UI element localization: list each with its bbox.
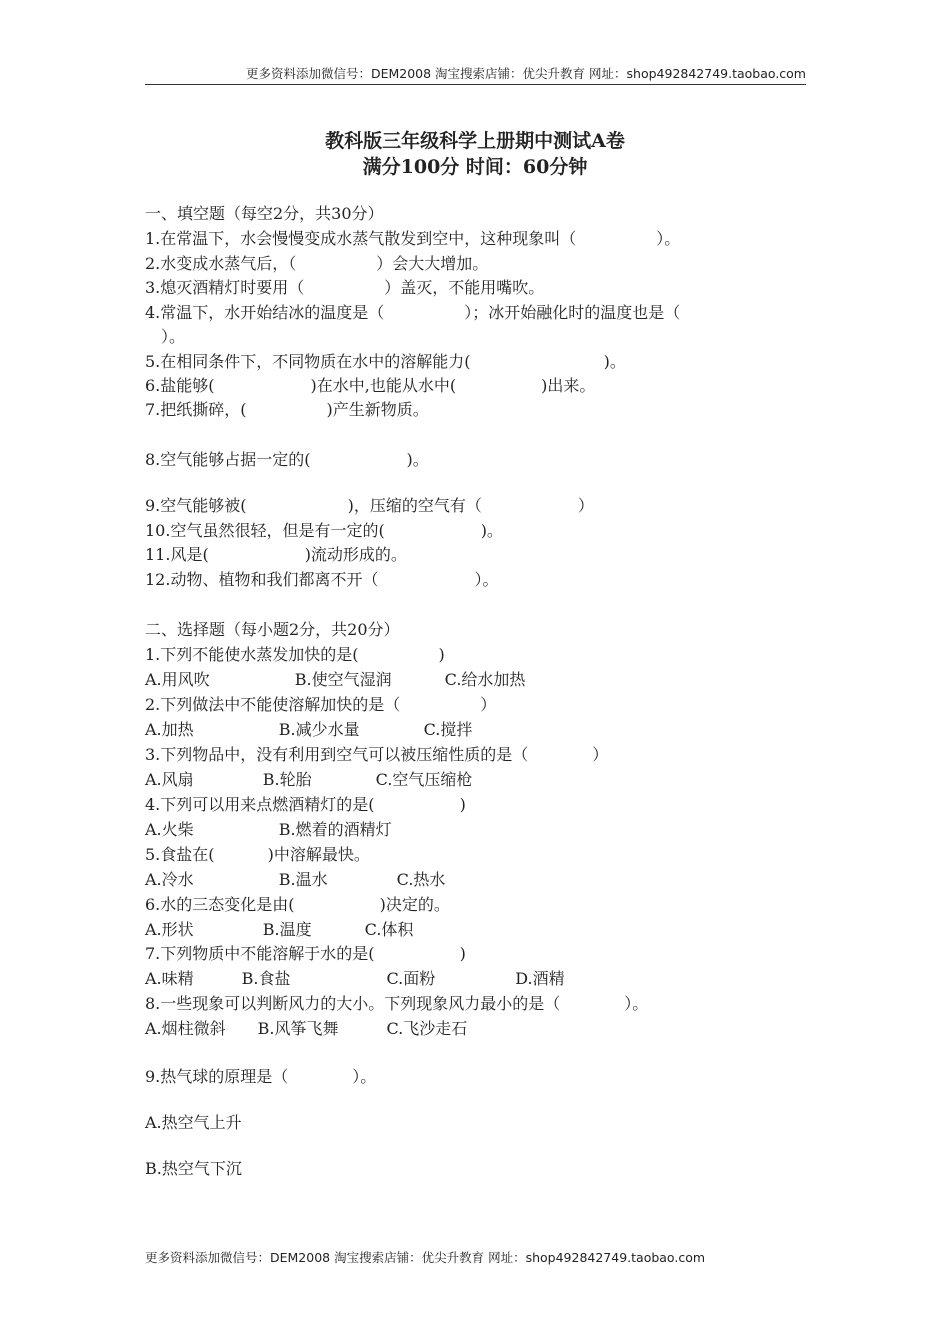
- question-line: 7.下列物质中不能溶解于水的是( ): [145, 944, 466, 963]
- page-footer: 更多资料添加微信号：DEM2008 淘宝搜索店铺：优尖升教育 网址：shop492842749.taobao.com: [145, 1250, 706, 1265]
- question-line: 10.空气虽然很轻，但是有一定的( )。: [145, 521, 503, 540]
- question-line: 6.水的三态变化是由( )决定的。: [145, 895, 450, 914]
- question-line: 1.在常温下，水会慢慢变成水蒸气散发到空中，这种现象叫（ ）。: [145, 229, 681, 248]
- question-line: 7.把纸撕碎，( )产生新物质。: [145, 400, 429, 419]
- question-line: 4.下列可以用来点燃酒精灯的是( ): [145, 795, 466, 814]
- question-line: 9.空气能够被( )，压缩的空气有（ ）: [145, 496, 594, 515]
- document-title: 教科版三年级科学上册期中测试A卷: [325, 130, 625, 152]
- option-line: A.冷水 B.温水 C.热水: [145, 870, 446, 889]
- question-line: 6.盐能够( )在水中,也能从水中( )出来。: [145, 376, 596, 395]
- option-line: A.用风吹 B.使空气湿润 C.给水加热: [145, 670, 526, 689]
- option-line: A.加热 B.减少水量 C.搅拌: [145, 720, 473, 739]
- question-line: 1.下列不能使水蒸发加快的是( ): [145, 645, 445, 664]
- section-heading: 二、选择题（每小题2分，共20分）: [145, 620, 400, 639]
- option-line: A.热空气上升: [145, 1113, 242, 1132]
- option-line: A.火柴 B.燃着的酒精灯: [145, 820, 392, 839]
- option-line: A.味精 B.食盐 C.面粉 D.酒精: [145, 969, 565, 988]
- question-line: 4.常温下，水开始结冰的温度是（ ）；冰开始融化时的温度也是（: [145, 303, 681, 322]
- option-line: A.形状 B.温度 C.体积: [145, 920, 414, 939]
- question-line: 5.食盐在( )中溶解最快。: [145, 845, 370, 864]
- question-line: 8.空气能够占据一定的( )。: [145, 450, 429, 469]
- question-line: 8.一些现象可以判断风力的大小。下列现象风力最小的是（ ）。: [145, 994, 649, 1013]
- question-line: 11.风是( )流动形成的。: [145, 545, 407, 564]
- question-line: 2.下列做法中不能使溶解加快的是（ ）: [145, 695, 497, 714]
- option-line: A.烟柱微斜 B.风筝飞舞 C.飞沙走石: [145, 1019, 468, 1038]
- question-line: 3.熄灭酒精灯时要用（ ）盖灭，不能用嘴吹。: [145, 278, 545, 297]
- question-line: 12.动物、植物和我们都离不开（ ）。: [145, 570, 499, 589]
- question-line: 5.在相同条件下，不同物质在水中的溶解能力( )。: [145, 352, 626, 371]
- question-line: 2.水变成水蒸气后，（ ）会大大增加。: [145, 254, 489, 273]
- question-line: ）。: [145, 327, 186, 346]
- option-line: B.热空气下沉: [145, 1159, 242, 1178]
- document-subtitle: 满分100分 时间：60分钟: [362, 156, 588, 178]
- question-line: 9.热气球的原理是（ ）。: [145, 1067, 377, 1086]
- page-header: 更多资料添加微信号：DEM2008 淘宝搜索店铺：优尖升教育 网址：shop492842749.taobao.com: [245, 66, 806, 81]
- question-line: 3.下列物品中，没有利用到空气可以被压缩性质的是（ ）: [145, 745, 609, 764]
- header-divider: [145, 84, 806, 85]
- section-heading: 一、填空题（每空2分，共30分）: [145, 204, 384, 223]
- option-line: A.风扇 B.轮胎 C.空气压缩枪: [145, 770, 473, 789]
